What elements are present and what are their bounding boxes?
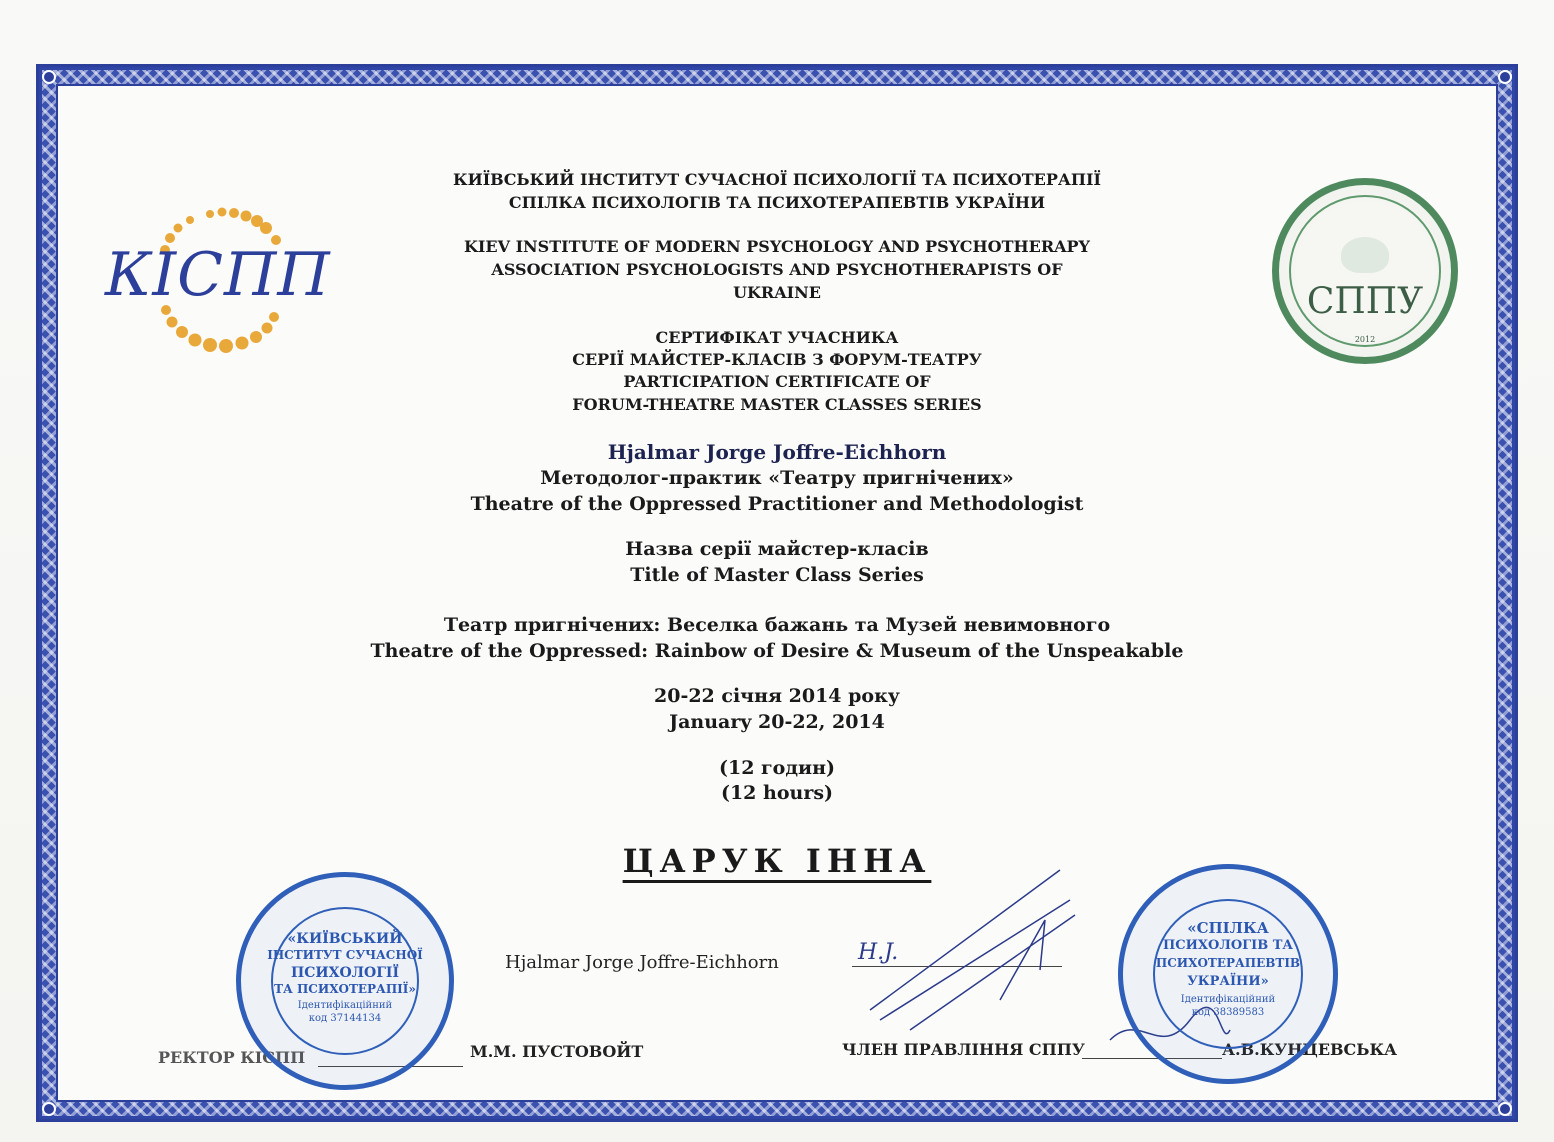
border-corner-ornament bbox=[1498, 70, 1512, 84]
participant-name: ЦАРУК ІННА bbox=[622, 842, 932, 880]
trainer-name: Hjalmar Jorge Joffre-Eichhorn bbox=[607, 440, 947, 464]
stamp-text-line: ПСИХОЛОГІВ ТА bbox=[1163, 938, 1293, 953]
board-label: ЧЛЕН ПРАВЛІННЯ СППУ bbox=[842, 1040, 1085, 1059]
seal-year: 2012 bbox=[1354, 335, 1376, 344]
cert-title-en-1: PARTICIPATION CERTIFICATE OF bbox=[623, 372, 931, 391]
trainer-signature-label: Hjalmar Jorge Joffre-Eichhorn bbox=[505, 952, 779, 973]
stamp-text-line: Ідентифікаційний bbox=[1180, 994, 1276, 1005]
association-en-line2: UKRAINE bbox=[733, 283, 821, 302]
institute-en: KIEV INSTITUTE OF MODERN PSYCHOLOGY AND PSYCHOTHERAPY bbox=[464, 237, 1090, 256]
association-ua: СПІЛКА ПСИХОЛОГІВ ТА ПСИХОТЕРАПЕВТІВ УКРАЇНИ bbox=[508, 193, 1046, 212]
stamp-text-line: «КИЇВСЬКИЙ bbox=[287, 931, 403, 947]
rector-name: М.М. ПУСТОВОЙТ bbox=[470, 1042, 644, 1061]
trainer-role-ua: Методолог-практик «Театру пригнічених» bbox=[540, 467, 1014, 489]
date-ua: 20-22 січня 2014 року bbox=[654, 685, 900, 707]
border-corner-ornament bbox=[42, 1102, 56, 1116]
border-corner-ornament bbox=[42, 70, 56, 84]
stamp-text-line: код 37144134 bbox=[308, 1013, 382, 1024]
institute-ua: КИЇВСЬКИЙ ІНСТИТУТ СУЧАСНОЇ ПСИХОЛОГІЇ ТА ПСИХОТЕРАПІЇ bbox=[453, 170, 1101, 189]
series-title-en: Theatre of the Oppressed: Rainbow of Desire & Museum of the Unspeakable bbox=[370, 640, 1184, 662]
stamp-text-line: УКРАЇНИ» bbox=[1187, 974, 1269, 989]
cert-title-en-2: FORUM-THEATRE MASTER CLASSES SERIES bbox=[572, 395, 982, 414]
stamp-text-line: «СПІЛКА bbox=[1187, 919, 1269, 937]
stamp-inner-ring bbox=[271, 907, 419, 1055]
seal-label: СППУ bbox=[1306, 281, 1424, 322]
logo-text: КІСПП bbox=[105, 240, 331, 310]
series-label-en: Title of Master Class Series bbox=[630, 564, 924, 586]
stamp-text-line: ПСИХОЛОГІЇ bbox=[291, 965, 399, 981]
cert-title-ua-1: СЕРТИФІКАТ УЧАСНИКА bbox=[655, 328, 899, 347]
trainer-role-en: Theatre of the Oppressed Practitioner and Methodologist bbox=[470, 493, 1084, 515]
stamp-text-line: ТА ПСИХОТЕРАПІЇ» bbox=[274, 982, 416, 996]
trainer-initials: H.J. bbox=[858, 940, 899, 965]
border-corner-ornament bbox=[1498, 1102, 1512, 1116]
trainer-signature-scribble bbox=[850, 860, 1110, 1040]
kispp-stamp bbox=[236, 872, 454, 1090]
hours-en: (12 hours) bbox=[720, 782, 834, 804]
series-label-ua: Назва серії майстер-класів bbox=[625, 538, 929, 560]
stamp-text-line: Ідентифікаційний bbox=[297, 1000, 393, 1011]
cert-title-ua-2: СЕРІЇ МАЙСТЕР-КЛАСІВ З ФОРУМ-ТЕАТРУ bbox=[572, 350, 982, 369]
association-en-line1: ASSOCIATION PSYCHOLOGISTS AND PSYCHOTHERAPISTS OF bbox=[491, 260, 1063, 279]
series-title-ua: Театр пригнічених: Веселка бажань та Музей невимовного bbox=[443, 614, 1111, 636]
stamp-text-line: код 38389583 bbox=[1191, 1007, 1265, 1018]
board-name: А.В.КУНЦЕВСЬКА bbox=[1222, 1040, 1398, 1059]
date-en: January 20-22, 2014 bbox=[669, 711, 885, 733]
stamp-text-line: ПСИХОТЕРАПЕВТІВ bbox=[1155, 956, 1301, 970]
sppu-stamp bbox=[1118, 864, 1338, 1084]
stamp-text-line: ІНСТИТУТ СУЧАСНОЇ bbox=[267, 948, 423, 962]
rector-label: РЕКТОР КІСПП bbox=[158, 1048, 306, 1067]
hours-ua: (12 годин) bbox=[718, 757, 835, 779]
